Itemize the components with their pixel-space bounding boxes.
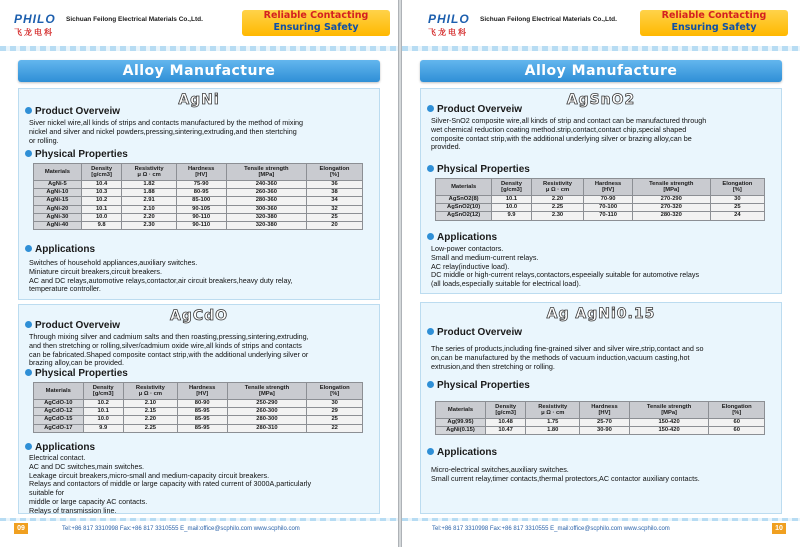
page-footer (402, 518, 800, 540)
label-text: Applications (437, 232, 498, 243)
col-tensile (226, 164, 306, 181)
table-cell: AgNi-40 (34, 221, 82, 229)
overview-text (431, 117, 776, 152)
table-cell: 70-90 (584, 196, 632, 204)
text-line: Low-power contactors. (431, 244, 504, 253)
table-cell: AgNi-5 (34, 181, 82, 189)
col-density (83, 383, 123, 400)
table-cell: 2.10 (123, 400, 177, 408)
table-cell: 85-100 (176, 197, 226, 205)
table-cell: 2.15 (123, 408, 177, 416)
table-cell: 80-90 (177, 400, 227, 408)
table-cell: 300-360 (226, 205, 306, 213)
col-materials: Materials (34, 383, 84, 400)
applications-text (29, 259, 374, 294)
text-line: Through mixing silver and cadmium salts and then roasting,pressing,sintering,extruding, (29, 332, 309, 341)
label-text: [MPa] (661, 410, 677, 416)
col-resistivity (531, 179, 584, 196)
label-text: Product Overveiw (437, 327, 523, 338)
slogan-badge (242, 10, 390, 36)
text-line: nickel and silver and nickel powders,pressing,sintering,extruding,and then stertching (29, 126, 297, 136)
physical-heading (427, 380, 530, 391)
label-text: Tensile strength (244, 384, 290, 391)
table-row (436, 427, 765, 435)
label-text: Elongation (319, 384, 350, 391)
label-text: μ Ω · cm (545, 187, 570, 193)
text-line: Small current relay,timer contacts,thermal protectors,AC contactor auxiliary contacts. (431, 473, 700, 483)
label-text: Physical Properties (35, 368, 128, 379)
label-text: Resistivity (135, 384, 165, 391)
properties-table (33, 382, 363, 433)
table-cell: 36 (307, 181, 363, 189)
table-cell: 32 (307, 205, 363, 213)
label-text: [%] (330, 391, 340, 397)
label-text: Resistivity (543, 180, 573, 187)
col-density (485, 402, 525, 419)
overview-text (29, 119, 374, 145)
table-cell: 75-90 (176, 181, 226, 189)
table-cell: 10.4 (81, 181, 122, 189)
text-line: Miniature circuit breakers,circuit breakers. (29, 266, 163, 276)
table-cell: 25 (307, 213, 363, 221)
table-cell: 280-320 (632, 212, 710, 220)
overview-heading (25, 106, 120, 117)
properties-table (33, 163, 363, 230)
text-line: The series of products,including fine-grained silver and silver wire,strip,contact and so (431, 344, 704, 353)
text-line: extrusion,and then stretching or rolling. (431, 361, 555, 371)
table-cell: 1.88 (122, 189, 176, 197)
page-footer (0, 518, 398, 540)
table-row (34, 408, 363, 416)
agni-panel (18, 88, 380, 300)
text-line: Relays of transmission line. (29, 505, 117, 515)
text-line: Siver nickel wire,all kinds of strips and contacts manufactured by the method of mixing (29, 118, 304, 127)
col-tensile (629, 402, 709, 419)
table-cell: 90-110 (176, 221, 226, 229)
text-line: temperature controller. (29, 284, 101, 294)
col-resistivity (122, 164, 176, 181)
table-row (436, 196, 765, 204)
label-text: [g/cm3] (92, 391, 114, 397)
table-header-row (34, 383, 363, 400)
label-text: Tensile strength (244, 165, 289, 172)
label-text: Hardness (187, 165, 215, 172)
contact-info: Tel:+86 817 3310998 Fax:+86 817 3310555 E_mail:office@scphilo.com www.scphilo.com (62, 526, 300, 532)
col-elongation (710, 179, 764, 196)
bullet-icon (427, 105, 434, 112)
table-cell: 240-360 (226, 181, 306, 189)
col-hardness (584, 179, 632, 196)
label-text: [HV] (602, 187, 615, 193)
table-cell: 10.0 (81, 213, 122, 221)
table-cell: 260-300 (227, 408, 307, 416)
table-row (34, 424, 363, 432)
table-cell: 1.82 (122, 181, 176, 189)
table-cell: 9.9 (83, 424, 123, 432)
table-row (436, 204, 765, 212)
bullet-icon (25, 245, 32, 252)
agcdo-panel (18, 304, 380, 514)
brand-name: PHILO (428, 12, 470, 26)
table-cell: 2.30 (531, 212, 584, 220)
text-line: brazing alloy,can be provided. (29, 358, 124, 368)
text-line: middle or large capacity AC contacts. (29, 496, 148, 506)
alloy-name-agni: AgNi (178, 92, 220, 108)
page-header (402, 8, 800, 46)
text-line: AC and DC switches,main switches. (29, 461, 145, 471)
label-text: [MPa] (258, 172, 275, 178)
table-cell: 10.0 (83, 416, 123, 424)
bullet-icon (25, 107, 32, 114)
label-text: Hardness (188, 384, 216, 391)
table-cell: 9.8 (81, 221, 122, 229)
section-title-bar (420, 60, 782, 82)
label-text: μ Ω · cm (541, 410, 565, 416)
text-line: can be fabricated.Shaped composite contact strip,with the additional underlying silver or (29, 349, 309, 359)
label-text: [HV] (598, 410, 611, 416)
table-cell: 2.25 (123, 424, 177, 432)
page-header (0, 8, 398, 46)
slogan-line-1: Reliable Contacting (263, 10, 369, 21)
label-text: Elongation (721, 403, 752, 410)
table-cell: 38 (307, 189, 363, 197)
table-cell: AgSnO2(10) (436, 204, 492, 212)
table-cell: AgCdO-17 (34, 424, 84, 432)
label-text: Resistivity (538, 403, 568, 410)
table-cell: 2.20 (122, 213, 176, 221)
table-row (34, 189, 363, 197)
label-text: Tensile strength (646, 403, 692, 410)
label-text: [g/cm3] (495, 410, 516, 416)
table-row (34, 181, 363, 189)
table-cell: AgNi-30 (34, 213, 82, 221)
label-text: Density (92, 384, 114, 391)
table-row (436, 419, 765, 427)
bullet-icon (427, 328, 434, 335)
properties-table (435, 401, 765, 435)
table-cell: AgNi-20 (34, 205, 82, 213)
table-cell: 25 (307, 416, 363, 424)
applications-text (431, 245, 776, 289)
applications-text (431, 466, 776, 484)
brand-chinese: 飞龙电科 (428, 28, 468, 37)
table-cell: AgNi(0.15) (436, 427, 486, 435)
table-cell: AgNi-15 (34, 197, 82, 205)
table-cell: 280-360 (226, 197, 306, 205)
table-cell: 10.2 (83, 400, 123, 408)
table-row (436, 212, 765, 220)
bullet-icon (427, 381, 434, 388)
overview-text (29, 333, 374, 368)
table-cell: 85-95 (177, 424, 227, 432)
col-elongation (307, 383, 363, 400)
table-cell: 9.9 (492, 212, 531, 220)
applications-heading (25, 442, 95, 453)
brand-logo (14, 12, 64, 38)
bullet-icon (427, 233, 434, 240)
physical-heading (25, 368, 128, 379)
text-line: or rolling. (29, 135, 59, 145)
table-cell: 320-380 (226, 221, 306, 229)
label-text: μ Ω · cm (137, 172, 161, 178)
text-line: Leakage circuit breakers,micro-small and medium-capacity circuit breakers. (29, 470, 270, 480)
table-cell: 2.91 (122, 197, 176, 205)
table-row (34, 213, 363, 221)
table-cell: 270-320 (632, 204, 710, 212)
text-line: AC and DC relays,automotive relays,contactor,air circuit breakers,heavy duty relay, (29, 275, 293, 285)
label-text: [MPa] (663, 187, 680, 193)
col-resistivity (123, 383, 177, 400)
table-row (34, 400, 363, 408)
table-cell: 20 (307, 221, 363, 229)
table-header-row (436, 179, 765, 196)
table-cell: AgCdO-15 (34, 416, 84, 424)
table-header-row (436, 402, 765, 419)
label-text: [HV] (195, 172, 208, 178)
table-cell: 22 (307, 424, 363, 432)
table-cell: 280-310 (227, 424, 307, 432)
alloy-name-agagni: Ag AgNi0.15 (546, 306, 656, 322)
label-text: [%] (732, 187, 742, 193)
table-cell: 30 (307, 400, 363, 408)
col-hardness (580, 402, 630, 419)
bullet-icon (427, 165, 434, 172)
table-cell: 60 (709, 427, 765, 435)
label-text: Tensile strength (649, 180, 694, 187)
table-cell: 90-110 (176, 213, 226, 221)
col-resistivity (526, 402, 580, 419)
slogan-line-2: Ensuring Safety (671, 22, 757, 33)
table-cell: 10.3 (81, 189, 122, 197)
table-cell: 10.1 (83, 408, 123, 416)
company-name: Sichuan Feilong Electrical Materials Co.,Ltd. (480, 16, 617, 23)
table-cell: 70-100 (584, 204, 632, 212)
col-hardness (177, 383, 227, 400)
table-cell: 25 (710, 204, 764, 212)
col-materials: Materials (436, 179, 492, 196)
text-line: Relays and contactors of middle or large capacity with rated current of 3000A,particularly (29, 479, 312, 489)
slogan-line-2: Ensuring Safety (273, 22, 359, 33)
text-line: suitable for (29, 488, 65, 498)
label-text: [%] (732, 410, 742, 416)
text-line: on,can be manufactured by the methods of vacuum induction,vacuum casting,hot (431, 352, 690, 362)
table-row (34, 205, 363, 213)
bullet-icon (25, 443, 32, 450)
col-materials: Materials (436, 402, 486, 419)
alloy-name-agcdo: AgCdO (169, 308, 229, 324)
table-cell: 60 (709, 419, 765, 427)
table-cell: AgSnO2(8) (436, 196, 492, 204)
properties-table (435, 178, 765, 221)
label-text: Elongation (319, 165, 350, 172)
table-cell: 150-420 (629, 419, 709, 427)
overview-text (431, 345, 776, 371)
text-line: Silver-SnO2 composite wire,all kinds of strip and contact can be manufactured through (431, 116, 707, 125)
physical-heading (427, 164, 530, 175)
applications-text (29, 454, 374, 516)
footer-stripe (0, 518, 398, 521)
table-cell: 85-95 (177, 408, 227, 416)
table-cell: 85-95 (177, 416, 227, 424)
brand-logo (428, 12, 478, 38)
label-text: [HV] (196, 391, 209, 397)
table-cell: 280-300 (227, 416, 307, 424)
col-elongation (709, 402, 765, 419)
label-text: [%] (330, 172, 340, 178)
col-density (492, 179, 531, 196)
table-cell: 29 (307, 408, 363, 416)
overview-heading (427, 327, 522, 338)
footer-stripe (402, 518, 800, 521)
applications-heading (25, 244, 95, 255)
header-stripe (402, 46, 800, 51)
table-cell: 320-380 (226, 213, 306, 221)
text-line: Micro-electrical switches,auxiliary switches. (431, 465, 569, 474)
label-text: [g/cm3] (91, 172, 112, 178)
label-text: Density (495, 403, 517, 410)
table-cell: 30 (710, 196, 764, 204)
table-cell: AgSnO2(12) (436, 212, 492, 220)
col-tensile (632, 179, 710, 196)
table-row (34, 416, 363, 424)
table-cell: 10.1 (81, 205, 122, 213)
text-line: (all loads,especially suitable for electrical load). (431, 279, 581, 289)
label-text: Density (501, 180, 522, 187)
text-line: and then stretching or rolling,silver/cadmium oxide wire,all kinds of strips and contacts (29, 340, 302, 350)
label-text: Density (91, 165, 113, 172)
slogan-badge (640, 10, 788, 36)
text-line: Electrical contact. (29, 453, 86, 462)
overview-heading (25, 320, 120, 331)
label-text: Product Overveiw (35, 320, 121, 331)
label-text: Product Overveiw (35, 106, 121, 117)
col-tensile (227, 383, 307, 400)
table-cell: 10.47 (485, 427, 525, 435)
text-line: provided. (431, 142, 461, 152)
table-cell: 10.2 (81, 197, 122, 205)
left-page (0, 0, 398, 547)
contact-info: Tel:+86 817 3310998 Fax:+86 817 3310555 E_mail:office@scphilo.com www.scphilo.com (432, 526, 670, 532)
right-page (402, 0, 800, 547)
table-cell: 270-290 (632, 196, 710, 204)
bullet-icon (25, 150, 32, 157)
col-hardness (176, 164, 226, 181)
label-text: Elongation (722, 180, 753, 187)
table-cell: 34 (307, 197, 363, 205)
table-cell: 25-70 (580, 419, 630, 427)
table-row (34, 197, 363, 205)
label-text: Physical Properties (437, 380, 530, 391)
table-cell: 2.10 (122, 205, 176, 213)
table-cell: 10.0 (492, 204, 531, 212)
page-number: 10 (772, 523, 786, 534)
label-text: Physical Properties (35, 149, 128, 160)
table-cell: 2.20 (531, 196, 584, 204)
section-title: Alloy Manufacture (524, 63, 678, 79)
table-cell: 2.20 (123, 416, 177, 424)
page-number: 09 (14, 523, 28, 534)
col-elongation (307, 164, 363, 181)
col-density (81, 164, 122, 181)
text-line: composite contact strip,with the additional underlying silver or brazing alloy,can be (431, 133, 692, 143)
label-text: μ Ω · cm (138, 391, 163, 397)
text-line: Switches of household appliances,auxiliary switches. (29, 258, 198, 267)
agsno2-panel (420, 88, 782, 294)
slogan-line-1: Reliable Contacting (661, 10, 767, 21)
table-cell: 80-95 (176, 189, 226, 197)
table-cell: 1.75 (526, 419, 580, 427)
table-cell: AgCdO-12 (34, 408, 84, 416)
label-text: Product Overveiw (437, 104, 523, 115)
section-title: Alloy Manufacture (122, 63, 276, 79)
table-cell: 24 (710, 212, 764, 220)
table-cell: 2.25 (531, 204, 584, 212)
agagni-panel (420, 302, 782, 514)
table-cell: AgNi-10 (34, 189, 82, 197)
label-text: Hardness (594, 180, 622, 187)
label-text: [MPa] (259, 391, 275, 397)
physical-heading (25, 149, 128, 160)
table-cell: 90-105 (176, 205, 226, 213)
table-cell: 70-110 (584, 212, 632, 220)
table-cell: 150-420 (629, 427, 709, 435)
header-stripe (0, 46, 398, 51)
text-line: DC middle or high-current relays,contactors,espeeially suitable for automotive relays (431, 270, 700, 280)
bullet-icon (25, 321, 32, 328)
table-cell: AgCdO-10 (34, 400, 84, 408)
text-line: AC relay(inductive load). (431, 261, 510, 271)
text-line: Small and medium-current relays. (431, 252, 539, 262)
brand-name: PHILO (14, 12, 56, 26)
applications-heading (427, 447, 497, 458)
table-cell: 250-290 (227, 400, 307, 408)
overview-heading (427, 104, 522, 115)
table-cell: 1.80 (526, 427, 580, 435)
table-cell: 30-90 (580, 427, 630, 435)
table-cell: 260-360 (226, 189, 306, 197)
label-text: [g/cm3] (501, 187, 522, 193)
alloy-name-agsno2: AgSnO2 (566, 92, 636, 108)
label-text: Applications (35, 442, 96, 453)
table-row (34, 221, 363, 229)
table-cell: Ag(99.95) (436, 419, 486, 427)
section-title-bar (18, 60, 380, 82)
label-text: Hardness (591, 403, 618, 410)
company-name: Sichuan Feilong Electrical Materials Co.,Ltd. (66, 16, 203, 23)
brand-chinese: 飞龙电科 (14, 28, 54, 37)
col-materials: Materials (34, 164, 82, 181)
table-cell: 10.48 (485, 419, 525, 427)
label-text: Resistivity (134, 165, 164, 172)
label-text: Physical Properties (437, 164, 530, 175)
bullet-icon (25, 369, 32, 376)
table-header-row (34, 164, 363, 181)
table-cell: 10.1 (492, 196, 531, 204)
label-text: Applications (437, 447, 498, 458)
table-cell: 2.30 (122, 221, 176, 229)
label-text: Applications (35, 244, 96, 255)
bullet-icon (427, 448, 434, 455)
text-line: wet chemical reduction coating method.strip,contact,contact chip,special shaped (431, 124, 687, 134)
applications-heading (427, 232, 497, 243)
